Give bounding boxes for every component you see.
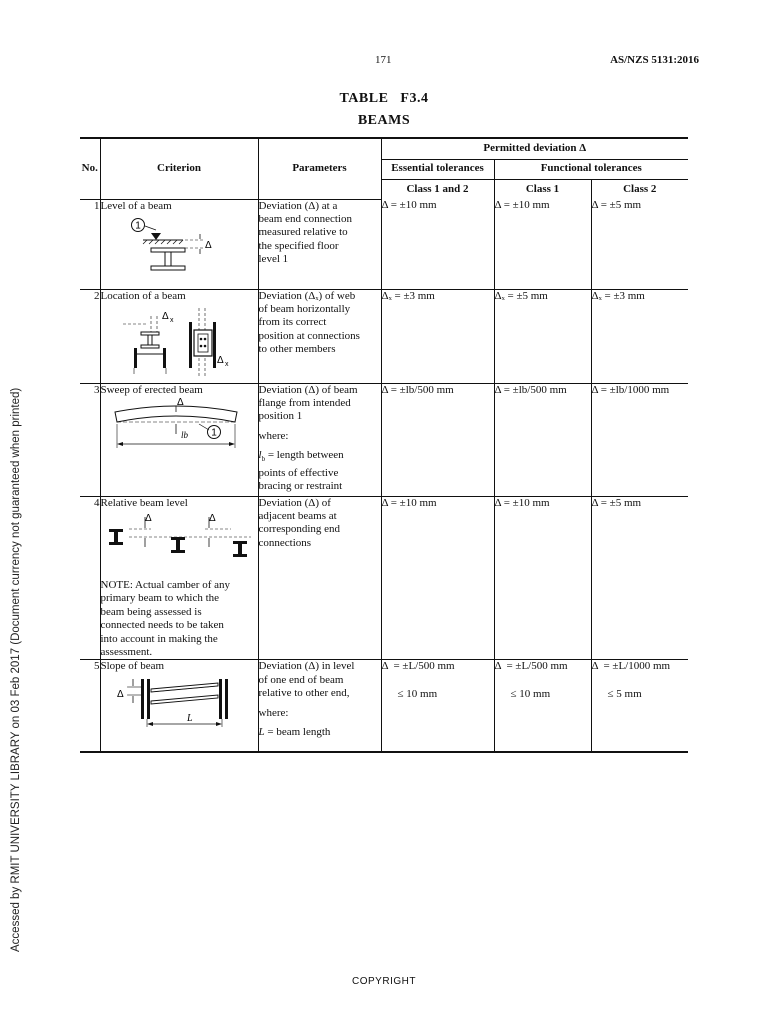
length-label: L — [186, 712, 193, 724]
row-number: 2 — [80, 289, 100, 383]
class2-value: Δ = ±lb/1000 mm — [591, 383, 688, 496]
definition-line: $l_b$ = length between — [258, 449, 344, 464]
where-label: where: — [258, 706, 289, 719]
note-line: connected needs to be taken — [100, 619, 224, 632]
class2-limit: ≤ 5 mm — [607, 687, 642, 700]
i-beam-icon — [233, 541, 247, 557]
definition-text: = length between — [267, 449, 344, 462]
delta-label-right: Δ — [208, 512, 216, 524]
parameters-line: Deviation (Δ) in level — [258, 660, 355, 673]
parameters-cell — [258, 199, 381, 289]
circled-one-label: 1 — [134, 220, 141, 232]
header-class-1-and-2: Class 1 and 2 — [381, 179, 494, 199]
standard-reference: AS/NZS 5131:2016 — [610, 54, 699, 66]
table-row — [80, 289, 688, 383]
class1-value: Δ = ±10 mm — [494, 496, 591, 660]
parameters-cell — [258, 289, 381, 383]
criterion-cell — [100, 496, 258, 660]
beam-slope-figure — [101, 677, 241, 733]
essential-formula: Δ = ±L/500 mm — [381, 660, 455, 673]
parameters-line: of beam horizontally — [258, 302, 351, 315]
essential-value: Δ = ±lb/500 mm — [381, 383, 494, 496]
beam-location-figure — [101, 306, 231, 376]
parameters-line: flange from intended — [258, 396, 351, 409]
criterion-cell — [100, 199, 258, 289]
criterion-cell — [100, 289, 258, 383]
parameters-line: of one end of beam — [258, 673, 344, 686]
parameters-line: corresponding end — [258, 523, 341, 536]
essential-value — [381, 660, 494, 752]
essential-value: Δₓ = ±3 mm — [381, 289, 494, 383]
parameters-line: position at connections — [258, 329, 360, 342]
x-subscript: x — [169, 316, 173, 324]
header-permitted-deviation: Permitted deviation Δ — [381, 138, 688, 159]
parameters-line: relative to other end, — [258, 687, 350, 700]
parameters-line: connections — [258, 536, 312, 549]
parameters-line: from its correct — [258, 316, 327, 329]
parameters-cell — [258, 660, 381, 752]
criterion-cell — [100, 383, 258, 496]
lb-label: lb — [180, 429, 188, 440]
criterion-cell — [100, 660, 258, 752]
parameters-line: measured relative to — [258, 226, 348, 239]
parameters-line: the specified floor — [258, 239, 339, 252]
row-number: 4 — [80, 496, 100, 660]
class1-value: Δₓ = ±5 mm — [494, 289, 591, 383]
delta-x-label: Δ — [161, 310, 169, 322]
parameters-cell — [258, 496, 381, 660]
delta-label: Δ — [176, 396, 184, 408]
table-row — [80, 660, 688, 752]
essential-value: Δ = ±10 mm — [381, 496, 494, 660]
row-number: 5 — [80, 660, 100, 752]
beam-sweep-figure — [101, 396, 241, 452]
note-line: primary beam to which the — [100, 592, 220, 605]
parameters-line: adjacent beams at — [258, 509, 337, 522]
class2-value — [591, 660, 688, 752]
definition-line: bracing or restraint — [258, 480, 343, 493]
header-criterion: Criterion — [100, 138, 258, 199]
definition-text: = beam length — [267, 725, 331, 738]
beam-level-figure — [101, 216, 211, 276]
class1-value — [494, 660, 591, 752]
note-line: beam being assessed is — [100, 605, 202, 618]
parameters-line: Deviation (Δ) of beam — [258, 383, 358, 396]
criterion-text: Level of a beam — [100, 199, 172, 212]
tolerance-table — [80, 137, 688, 753]
row-number: 3 — [80, 383, 100, 496]
x-subscript-right: x — [224, 360, 228, 368]
definition-line: L = beam length — [258, 725, 331, 738]
criterion-text: Slope of beam — [100, 660, 165, 673]
note-line: NOTE: Actual camber of any — [100, 578, 231, 591]
table-subtitle: BEAMS — [357, 113, 411, 128]
parameters-line: to other members — [258, 343, 336, 356]
note-text — [101, 579, 258, 659]
header-functional: Functional tolerances — [494, 159, 688, 179]
criterion-text: Sweep of erected beam — [100, 383, 203, 396]
header-class-2: Class 2 — [591, 179, 688, 199]
class2-value: Δ = ±5 mm — [591, 496, 688, 660]
parameters-line: Deviation (Δ) at a — [258, 199, 338, 212]
parameters-line: level 1 — [258, 253, 289, 266]
delta-label-left: Δ — [144, 512, 152, 524]
relative-beam-level-figure — [101, 513, 251, 569]
access-watermark: Accessed by RMIT UNIVERSITY LIBRARY on 03 Feb 2017 (Document currency not guaranteed when printed) — [10, 387, 22, 952]
parameters-line: Deviation (Δ) of — [258, 496, 331, 509]
class1-limit: ≤ 10 mm — [510, 687, 551, 700]
header-essential: Essential tolerances — [381, 159, 494, 179]
header-no: No. — [80, 138, 100, 199]
criterion-text: Location of a beam — [100, 289, 186, 302]
note-line: assessment. — [100, 645, 153, 658]
parameters-cell — [258, 383, 381, 496]
delta-x-label-right: Δ — [216, 354, 224, 366]
delta-label: Δ — [116, 688, 124, 700]
table-title: TABLE F3.4 — [339, 91, 429, 106]
page-number: 171 — [375, 54, 392, 66]
note-line: into account in making the — [100, 632, 218, 645]
header-parameters: Parameters — [258, 138, 381, 199]
table-row — [80, 199, 688, 289]
where-label: where: — [258, 429, 289, 442]
class2-value: Δ = ±5 mm — [591, 199, 688, 289]
parameters-line: Deviation (Δₓ) of web — [258, 289, 356, 302]
parameters-line: beam end connection — [258, 212, 352, 225]
class1-value: Δ = ±10 mm — [494, 199, 591, 289]
table-row — [80, 496, 688, 660]
i-beam-icon — [171, 537, 185, 553]
i-beam-icon — [109, 529, 123, 545]
criterion-text: Relative beam level — [100, 496, 188, 509]
table-row — [80, 383, 688, 496]
circled-one-label: 1 — [210, 427, 217, 439]
copyright-footer: COPYRIGHT — [352, 976, 416, 987]
class2-value: Δₓ = ±3 mm — [591, 289, 688, 383]
essential-value: Δ = ±10 mm — [381, 199, 494, 289]
class1-value: Δ = ±lb/500 mm — [494, 383, 591, 496]
header-class-1: Class 1 — [494, 179, 591, 199]
class1-formula: Δ = ±L/500 mm — [494, 660, 568, 673]
parameters-line: position 1 — [258, 410, 303, 423]
row-number: 1 — [80, 199, 100, 289]
class2-formula: Δ = ±L/1000 mm — [591, 660, 671, 673]
essential-limit: ≤ 10 mm — [397, 687, 438, 700]
delta-label: Δ — [204, 239, 212, 251]
definition-line: points of effective — [258, 466, 339, 479]
